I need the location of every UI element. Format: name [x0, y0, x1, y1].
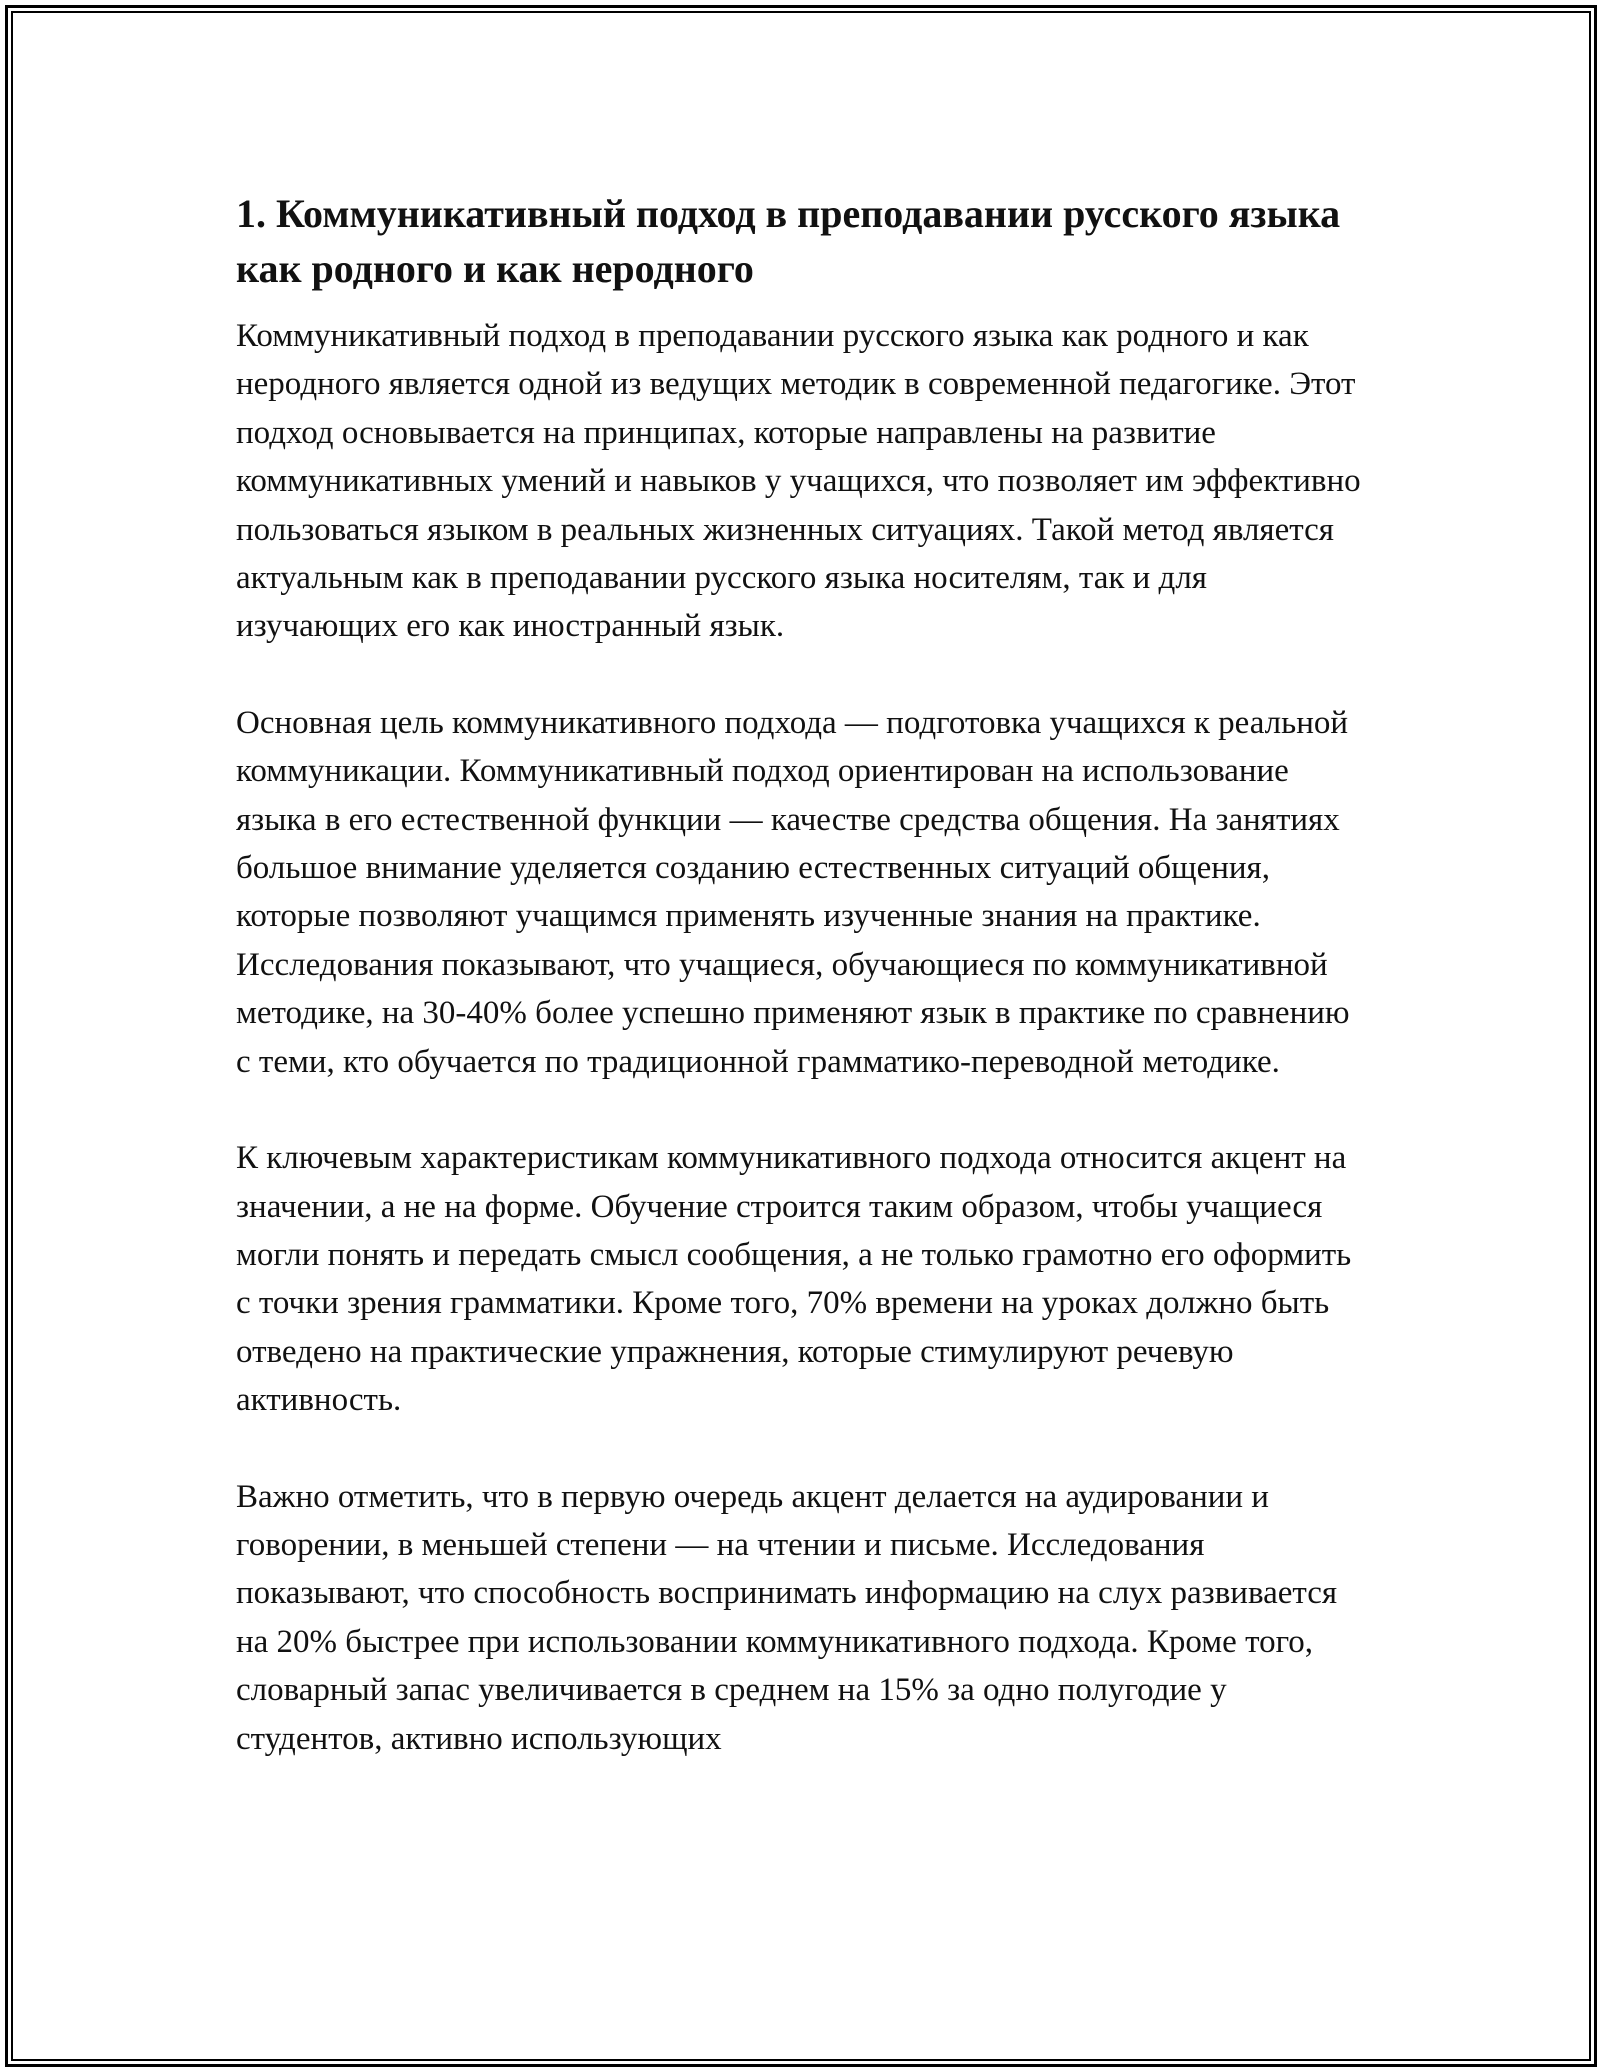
paragraph-listening-speaking: Важно отметить, что в первую очередь акцент делается на аудировании и говорении, в меньшей степени — на чтении и письме. Исследования показывают, что способность воспринимать информацию на слух развивается на 20% быстрее при использовании коммуникативного подхода. Кроме того, словарный запас увеличивается в среднем на 15% за одно полугодие у студентов, активно использующих: [236, 1478, 1338, 1757]
paragraph-goal: Основная цель коммуникативного подхода — подготовка учащихся к реальной коммуникации. Коммуникативный подход ориентирован на использование языка в его естественной функции — качестве средства общения. На занятиях большое внимание уделяется созданию естественных ситуаций общения, которые позволяют учащимся применять изученные знания на практике. Исследования показывают, что учащиеся, обучающиеся по коммуникативной методике, на 30-40% более успешно применяют язык в практике по сравнению с теми, кто обучается по традиционной грамматико-переводной методике.: [236, 704, 1350, 1080]
section-heading: 1. Коммуникативный подход в преподавании русского языка как родного и как неродного: [236, 191, 1341, 291]
paragraph-intro: Коммуникативный подход в преподавании русского языка как родного и как неродного является одной из ведущих методик в современной педагогике. Этот подход основывается на принципах, которые направлены на развитие коммуникативных умений и навыков у учащихся, что позволяет им эффективно пользоваться языком в реальных жизненных ситуациях. Такой метод является актуальным как в преподавании русского языка носителям, так и для изучающих его как иностранный язык.: [236, 318, 1361, 645]
paragraph-characteristics: К ключевым характеристикам коммуникативного подхода относится акцент на значении, а не на форме. Обучение строится таким образом, чтобы учащиеся могли понять и передать смысл сообщения, а не только грамотно его оформить с точки зрения грамматики. Кроме того, 70% времени на уроках должно быть отведено на практические упражнения, которые стимулируют речевую активность.: [236, 1140, 1352, 1419]
document-body: [236, 186, 1366, 1763]
